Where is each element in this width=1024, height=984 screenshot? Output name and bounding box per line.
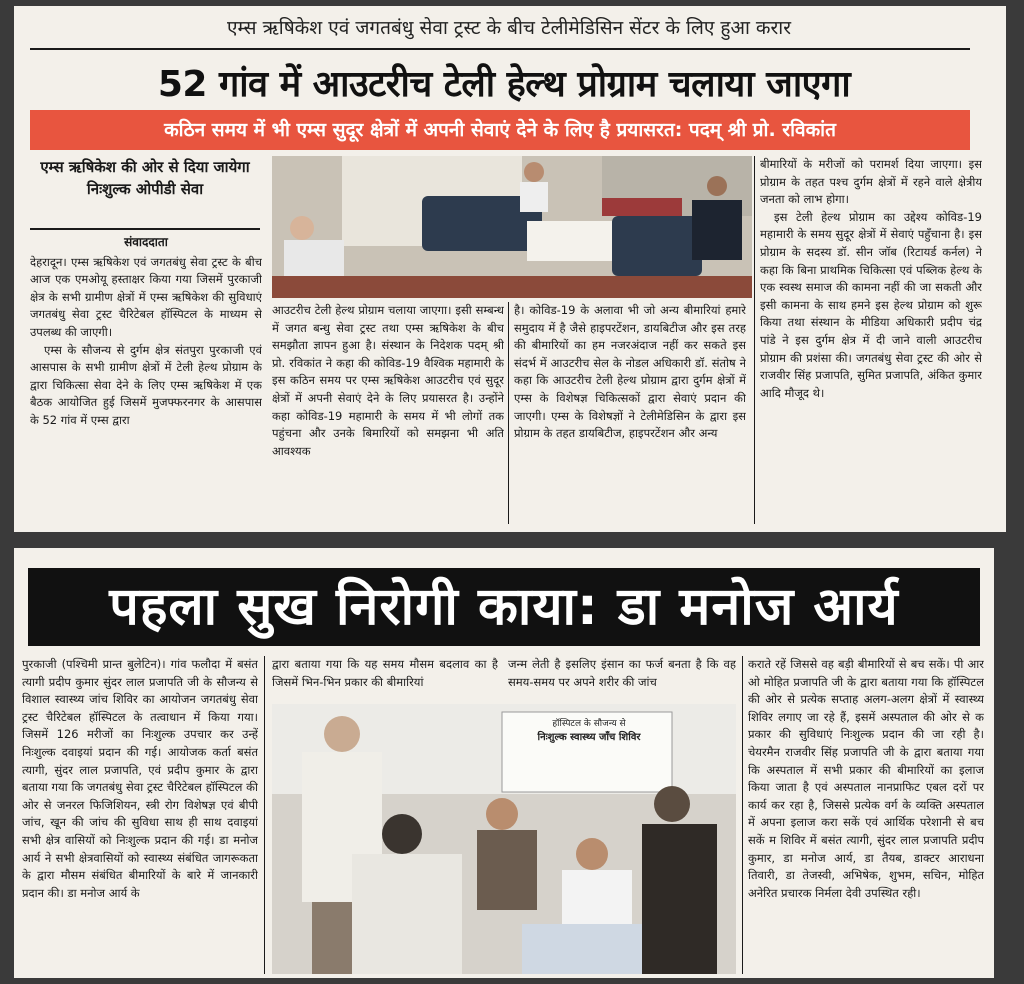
article-clipping-telehealth	[14, 6, 1006, 532]
article-column-3: जन्म लेती है इसलिए इंसान का फर्ज बनता है कि वह समय-समय पर अपने शरीर की जांच	[508, 657, 736, 689]
camp-banner	[514, 718, 664, 744]
article-column-1	[30, 234, 262, 524]
column-divider	[264, 656, 265, 974]
paragraph: बीमारियों के मरीजों को परामर्श दिया जाएगा। इस प्रोग्राम के तहत पश्च दुर्गम क्षेत्रों में रहने वाले क्षेत्रीय जनता को लाभ होगा।	[760, 157, 982, 207]
column-divider	[742, 656, 743, 974]
paragraph: देहरादून। एम्स ऋषिकेश एवं जगतबंधु सेवा ट्रस्ट के बीच आज एक एमओयू हस्ताक्षर किया गया जिसमें पुरकाजी क्षेत्र के सभी ग्रामीण क्षेत्रों में एम्स ऋषिकेश की सुविधाएं जगतबंधु सेवा ट्रस्ट चैरिटेबल हॉस्पिटल के माध्यम से उपलब्ध की जाएगी।	[30, 254, 262, 339]
byline: संवाददाता	[124, 235, 168, 249]
health-camp-photo	[272, 704, 736, 974]
article-column-2: आउटरीच टेली हेल्थ प्रोग्राम चलाया जाएगा। इसी सम्बन्ध में जगत बन्धु सेवा ट्रस्ट तथा एम्स ऋषिकेश के बीच समझौता ज्ञापन हुआ है। संस्थान के निदेशक पदम् श्री प्रो. रविकांत ने कहा की कोविड-19 वैश्विक महामारी के इस कठिन समय पर एम्स ऋषिकेश आउटरीच एवं सुदूर क्षेत्रों में अपनी सेवाएं देने के लिए प्रयासरत है। उन्होंने कहा कोविड-19 महामारी के समय में भी लोगों तक पहुंचना और उनके बिमारियों को समझना भी अति आवश्यक	[272, 303, 504, 458]
article-column-1: पुरकाजी (पश्चिमी प्रान्त बुलेटिन)। गांव फलौदा में बसंत त्यागी प्रदीप कुमार सुंदर लाल प्रजापति जी के सौजन्य से विशाल स्वास्थ्य जांच शिविर का आयोजन जगतबंधु सेवा ट्रस्ट चैरिटेबल हॉस्पिटल के तत्वाधान में किया गया। जिसमें 126 मरीजों का निःशुल्क उपचार कर उन्हें निःशुल्क दवाइयां प्रदान की गई। आयोजक कर्ता बसंत त्यागी, सुंदर लाल प्रजापति, एवं प्रदीप कुमार के द्वारा बताया गया कि जगतबंधु सेवा ट्रस्ट चैरिटेबल हॉस्पिटल की ओर से जनरल फिजिशियन, स्त्री रोग विशेषज्ञ एवं बीपी जांच, खून की जांच की सुविधा साथ ही साथ दवाइयां सभी क्षेत्र वासियों को निःशुल्क प्रदान की गई। डा मनोज आर्य ने सभी क्षेत्रवासियों को स्वास्थ्य संबंधित जागरूकता के द्वारा मौसम संबंधित बीमारियों के बारे में जानकारी प्रदान की। डा मनोज आर्य के	[22, 657, 258, 900]
paragraph: इस टेली हेल्थ प्रोग्राम का उद्देश्य कोविड-19 महामारी के समय सुदूर क्षेत्रों में सेवाएं पहुँचाना है। इस प्रोग्राम के सदस्य डॉ. सीन जॉब (रिटायर्ड कर्नल) ने कहा कि बिना प्राथमिक चिकित्सा एवं पब्लिक हेल्थ के एक स्वस्थ समाज की कामना नहीं की जा सकती और इसी कामना के साथ हमने इस हेल्थ प्रोग्राम को शुरू किया तथा संस्थान के मीडिया अधिकारी प्रदीप चंद्र पांडे ने इस दुर्गम क्षेत्र में दी जाने वाली आउटरीच प्रोग्राम की प्रशंसा की। जगतबंधु सेवा ट्रस्ट की ओर से राजवीर सिंह प्रजापति, सुमित प्रजापति, अंकित कुमार आदि मौजूद थे।	[760, 209, 982, 400]
article-headline: पहला सुख निरोगी काया: डा मनोज आर्य	[28, 568, 980, 646]
column-divider	[508, 302, 509, 524]
article-column-3: है। कोविड-19 के अलावा भी जो अन्य बीमारियां हमारे समुदाय में है जैसे हाइपरटेंशन, डायबिटीज और इस तरह की बीमारियों का हम नजरअंदाज नहीं कर सकते इस संदर्भ में आउटरीच सेल के नोडल अधिकारी डॉ. संतोष ने कहा कि आउटरीच टेली हेल्थ प्रोग्राम द्वारा दुर्गम क्षेत्रों में एम्स के विशेषज्ञ चिकित्सकों द्वारा सेवाएं प्रदान की जाएगी। एम्स के विशेषज्ञों ने टेलीमेडिसिन के द्वारा इस प्रोग्राम के तहत डायबिटीज, हाइपरटेंशन और अन्य	[514, 303, 746, 441]
article-column-2: द्वारा बताया गया कि यह समय मौसम बदलाव का है जिसमें भिन-भिन प्रकार की बीमारियां	[272, 657, 498, 689]
column-divider	[754, 156, 755, 524]
divider	[30, 228, 260, 230]
article-kicker: एम्स ऋषिकेश एवं जगतबंधु सेवा ट्रस्ट के बीच टेलीमेडिसिन सेंटर के लिए हुआ करार	[227, 17, 791, 39]
banner-line: हॉस्पिटल के सौजन्य से	[552, 719, 626, 729]
article-column-4: कराते रहें जिससे वह बड़ी बीमारियों से बच सकें। पी आर ओ मोहित प्रजापति जी के द्वारा बताया गया कि हॉस्पिटल की ओर से प्रत्येक सप्ताह अलग-अलग क्षेत्रों में स्वास्थ्य शिविर लगाए जा रहे हैं, इसमें अस्पताल की ओर से क प्रकार की सुविधाएं निःशुल्क प्रदान की जा रही है। चेयरमैन राजवीर सिंह प्रजापति जी के द्वारा बताया गया कि अस्पताल में सभी प्रकार की बीमारियों का इलाज किया जाता है एवं अस्पताल नानप्राफिट एबल दरों पर कार्य कर रहा है, जिससे प्रत्येक वर्ग के व्यक्ति अस्पताल में अपना इलाज करा सकें एवं आर्थिक परेशानी से बच सकें म शिविर में बसंत त्यागी, सुंदर लाल प्रजापति प्रदीप कुमार, डा मनोज आर्य, डा तैयब, डाक्टर आराधना तिवारी, डा तेजस्वी, अभिषेक, शुभम, सचिन, मोहित अनेरित प्रचारक निर्मला देवी उपस्थित रही।	[748, 657, 984, 900]
article-clipping-health-camp	[14, 548, 994, 978]
banner-title: निःशुल्क स्वास्थ्य जाँच शिविर	[537, 732, 641, 743]
health-camp-photo-image	[272, 704, 736, 974]
article-deck: एम्स ऋषिकेश की ओर से दिया जायेगा निःशुल्क ओपीडी सेवा	[40, 158, 250, 198]
meeting-photo-image	[272, 156, 752, 298]
paragraph: एम्स के सौजन्य से दुर्गम क्षेत्र संतपुरा पुरकाजी एवं आसपास के सभी ग्रामीण क्षेत्रों में टेली हेल्थ प्रोग्राम के द्वारा चिकित्सा सेवा देने के लिए एम्स ऋषिकेश में एक बैठक आयोजित हुई जिसमें मुजफ्फरनगर के आसपास के 52 गांव में एम्स द्वारा	[30, 342, 262, 427]
article-subhead-bar: कठिन समय में भी एम्स सुदूर क्षेत्रों में अपनी सेवाएं देने के लिए है प्रयासरत: पदम् श्री प्रो. रविकांत	[30, 110, 970, 150]
article-column-4	[760, 156, 982, 524]
divider	[30, 48, 970, 50]
article-headline: 52 गांव में आउटरीच टेली हेल्थ प्रोग्राम चलाया जाएगा	[157, 64, 851, 105]
meeting-photo	[272, 156, 752, 298]
